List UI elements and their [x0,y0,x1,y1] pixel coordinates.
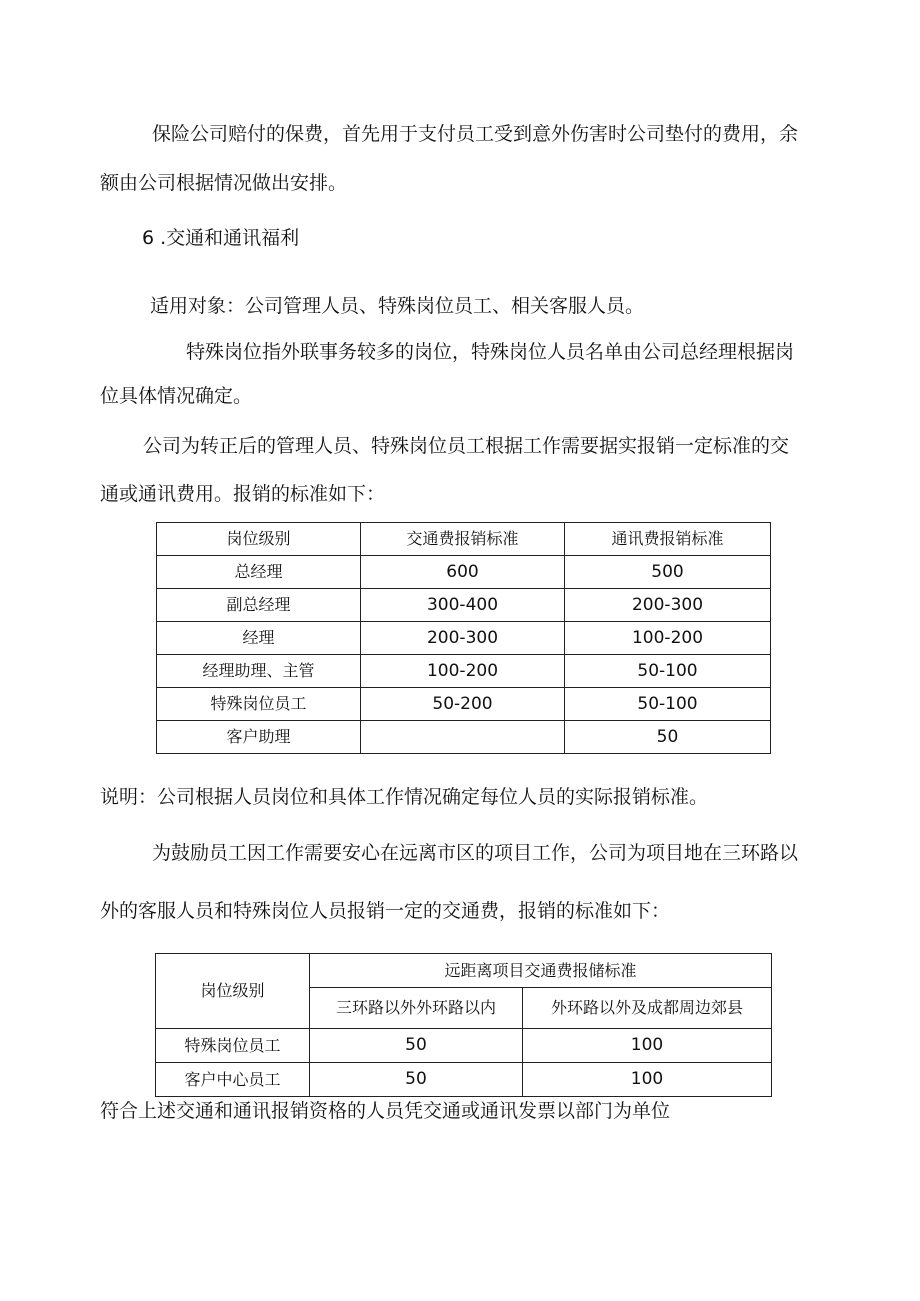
table-row [157,655,771,688]
table-cell: 经理助理、主管 [157,655,361,688]
table-row [156,1029,772,1063]
table-cell: 200-300 [361,622,565,655]
table-row [157,688,771,721]
remote-project-line2: 外的客服人员和特殊岗位人员报销一定的交通费，报销的标准如下： [100,900,671,922]
table-row [157,622,771,655]
table-cell: 50-200 [361,688,565,721]
table-cell: 100-200 [565,622,771,655]
table-cell: 经理 [157,622,361,655]
header-group-cell: 远距离项目交通费报储标准 [310,954,772,988]
table-cell: 100-200 [361,655,565,688]
header-cell: 通讯费报销标准 [565,523,771,556]
table-header-row [157,523,771,556]
reimbursement-line2: 通或通讯费用。报销的标准如下： [100,483,386,505]
table-cell: 200-300 [565,589,771,622]
table-cell: 特殊岗位员工 [157,688,361,721]
table-cell: 50 [310,1029,523,1063]
reimbursement-standards-table [156,522,771,754]
subheader-cell: 外环路以外及成都周边郊县 [523,988,772,1029]
table-row [156,1063,772,1097]
table-cell: 总经理 [157,556,361,589]
paragraph-insurance-line2: 额由公司根据情况做出安排。 [100,172,348,194]
table-row [157,721,771,754]
remote-project-line1: 为鼓励员工因工作需要安心在远离市区的项目工作，公司为项目地在三环路以 [152,842,799,864]
reimbursement-line1: 公司为转正后的管理人员、特殊岗位员工根据工作需要据实报销一定标准的交 [143,435,790,457]
table-row [157,589,771,622]
table-cell: 50 [310,1063,523,1097]
table-cell: 副总经理 [157,589,361,622]
header-cell: 交通费报销标准 [361,523,565,556]
table-cell: 50-100 [565,655,771,688]
header-cell: 岗位级别 [157,523,361,556]
table-cell: 500 [565,556,771,589]
paragraph-insurance-line1: 保险公司赔付的保费，首先用于支付员工受到意外伤害时公司垫付的费用，余 [152,123,799,145]
table-cell: 300-400 [361,589,565,622]
table-cell: 50-100 [565,688,771,721]
table-cell [361,721,565,754]
header-cell: 岗位级别 [156,954,310,1029]
remote-transport-table [155,953,772,1097]
applicable-targets: 适用对象：公司管理人员、特殊岗位员工、相关客服人员。 [150,295,645,317]
table-cell: 600 [361,556,565,589]
table-note: 说明：公司根据人员岗位和具体工作情况确定每位人员的实际报销标准。 [100,786,709,808]
table-cell: 50 [565,721,771,754]
section-heading: 6 .交通和通讯福利 [142,227,300,249]
subheader-cell: 三环路以外外环路以内 [310,988,523,1029]
table-cell: 100 [523,1063,772,1097]
special-position-line2: 位具体情况确定。 [100,385,253,407]
table-row [157,556,771,589]
table-cell: 客户助理 [157,721,361,754]
table-cell: 100 [523,1029,772,1063]
table-cell: 客户中心员工 [156,1063,310,1097]
table-header-row [156,954,772,988]
final-line: 符合上述交通和通讯报销资格的人员凭交通或通讯发票以部门为单位 [100,1100,671,1122]
table-cell: 特殊岗位员工 [156,1029,310,1063]
special-position-line1: 特殊岗位指外联事务较多的岗位，特殊岗位人员名单由公司总经理根据岗 [186,341,795,363]
